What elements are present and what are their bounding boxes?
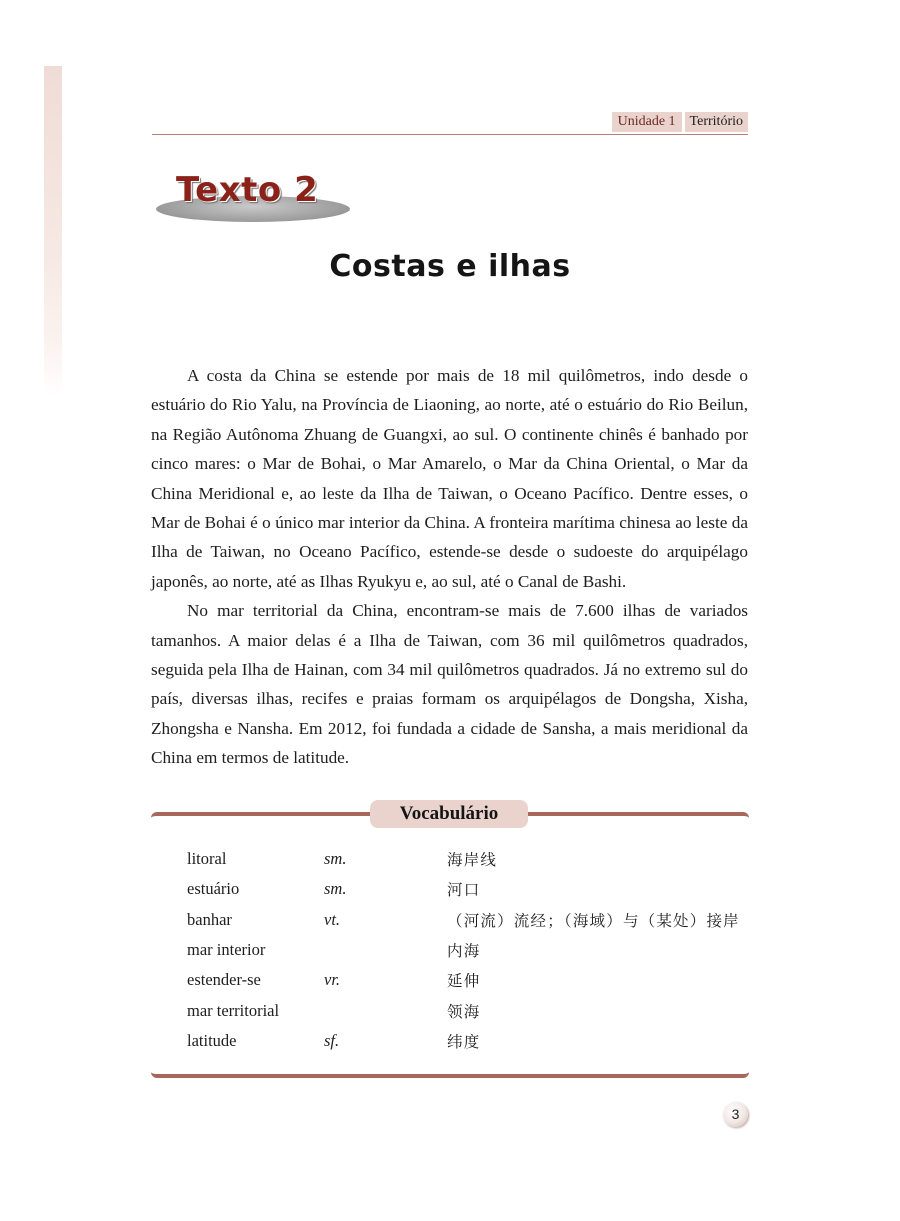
vocabulary-translation: 领海 [447,1002,481,1021]
header-topic-label: Território [685,112,748,132]
vocabulary-entry [187,935,747,965]
vocabulary-entry [187,1026,747,1056]
vocabulary-translation: 延伸 [447,972,481,991]
vocabulary-word-class: sm. [324,879,347,899]
vocabulary-word-class: sf. [324,1030,340,1050]
vocabulary-term: estuário [187,879,240,899]
vocabulary-term: litoral [187,849,227,869]
vocabulary-word-class: vr. [324,970,341,990]
vocabulary-box [151,800,749,1078]
header-divider [152,134,748,135]
paragraph-2: No mar territorial da China, encontram-se mais de 7.600 ilhas de variados tamanhos. A maior delas é a Ilha de Taiwan, com 36 mil quilômetros quadrados, seguida pela Ilha de Hainan, com 34 mil quilômetros quadrados. Já no extremo sul do país, diversas ilhas, recifes e praias formam os arquipélagos de Dongsha, Xisha, Zhongsha e Nansha. Em 2012, foi fundada a cidade de Sansha, a mais meridional da China em termos de latitude. [151,601,748,768]
page-number: 3 [723,1102,748,1127]
vocabulary-term: estender-se [187,970,261,990]
vocabulary-translation: 纬度 [447,1032,481,1051]
paragraph-1: A costa da China se estende por mais de 18 mil quilômetros, indo desde o estuário do Rio Yalu, na Província de Liaoning, ao norte, até o estuário do Rio Beilun, na Região Autônoma Zhuang de Guangxi, ao sul. O continente chinês é banhado por cinco mares: o Mar de Bohai, o Mar Amarelo, o Mar da China Oriental, o Mar da China Meridional e, ao leste da Ilha de Taiwan, o Oceano Pacífico. Dentre esses, o Mar de Bohai é o único mar interior da China. A fronteira marítima chinesa ao leste da Ilha de Taiwan, no Oceano Pacífico, estende-se desde o sudoeste do arquipélago japonês, ao norte, até as Ilhas Ryukyu e, ao sul, até o Canal de Bashi. [151,366,748,591]
running-header [152,112,748,132]
vocabulary-entry [187,874,747,904]
decorative-side-strip [44,66,62,396]
vocabulary-list [187,844,747,1056]
vocabulary-bottom-border [151,1068,749,1078]
vocabulary-term: banhar [187,909,232,929]
body-text [151,361,748,773]
vocabulary-heading: Vocabulário [370,800,528,828]
vocabulary-translation: 海岸线 [447,851,498,870]
vocabulary-translation: 河口 [447,881,481,900]
vocabulary-word-class: vt. [324,909,341,929]
vocabulary-entry [187,905,747,935]
page-title: Costas e ilhas [329,249,571,284]
section-badge-label: Texto 2 [176,170,319,210]
vocabulary-term: mar territorial [187,1000,280,1020]
vocabulary-term: latitude [187,1030,237,1050]
vocabulary-translation: 内海 [447,942,481,961]
section-badge [156,168,352,226]
vocabulary-translation: （河流）流经；（海域）与（某处）接岸 [447,911,740,930]
header-unit-label: Unidade 1 [612,112,682,132]
vocabulary-entry [187,844,747,874]
vocabulary-word-class: sm. [324,849,347,869]
vocabulary-entry [187,965,747,995]
vocabulary-term: mar interior [187,940,266,960]
vocabulary-entry [187,995,747,1025]
